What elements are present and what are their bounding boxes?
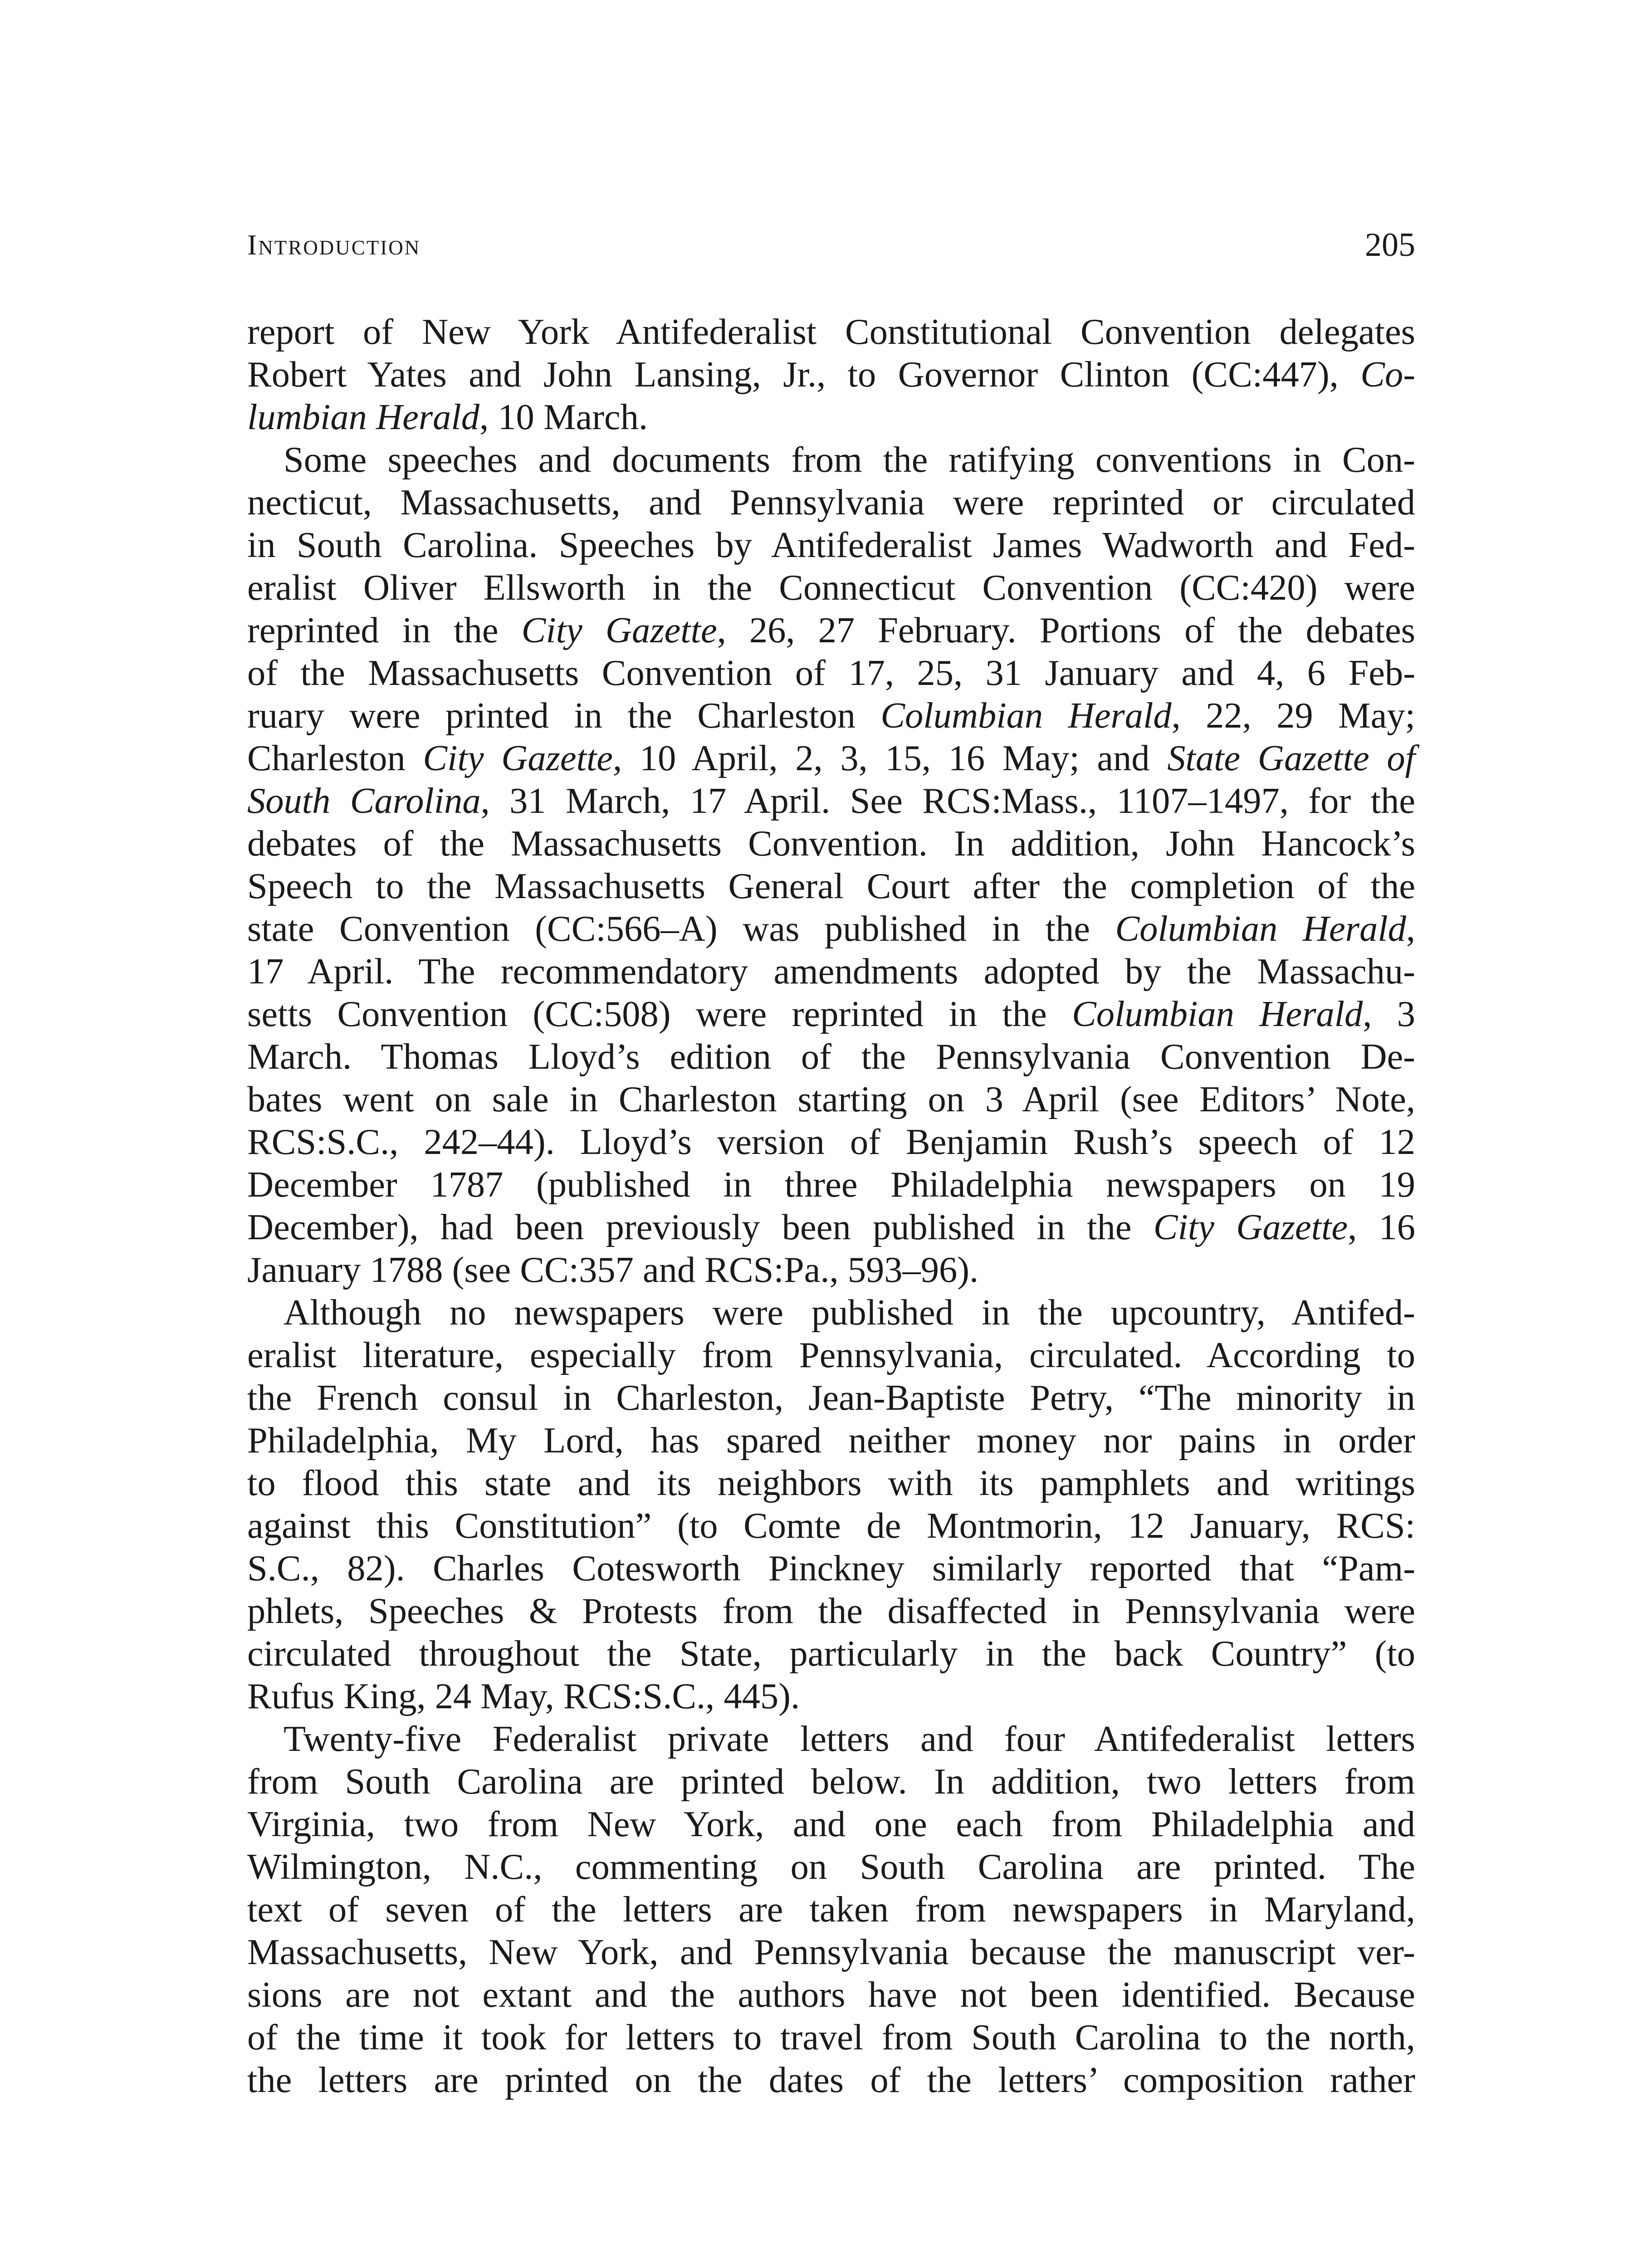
text-run: January 1788 (see CC:357 and RCS:Pa., 593–96). bbox=[247, 1250, 979, 1290]
text-run: in South Carolina. Speeches by Antifederalist James Wadworth and Fed- bbox=[247, 525, 1415, 565]
text-run: Charleston bbox=[247, 738, 423, 778]
text-line bbox=[247, 950, 1415, 993]
text-line bbox=[247, 1163, 1415, 1206]
text-run: debates of the Massachusetts Convention. In addition, John Hancock’s bbox=[247, 823, 1415, 864]
text-line bbox=[247, 737, 1415, 780]
text-line bbox=[247, 1036, 1415, 1078]
page-number: 205 bbox=[1365, 226, 1415, 264]
text-run: Wilmington, N.C., commenting on South Carolina are printed. The bbox=[247, 1847, 1415, 1887]
text-run: Philadelphia, My Lord, has spared neither money nor pains in order bbox=[247, 1420, 1415, 1461]
italic-text: Columbian Herald bbox=[1072, 994, 1363, 1034]
text-run: , 26, 27 February. Portions of the debates bbox=[717, 610, 1415, 650]
text-line bbox=[247, 694, 1415, 737]
paragraph bbox=[247, 1718, 1415, 2102]
text-line bbox=[247, 2059, 1415, 2102]
italic-text: South Carolina bbox=[247, 781, 481, 821]
text-run: eralist Oliver Ellsworth in the Connecticut Convention (CC:420) were bbox=[247, 567, 1415, 608]
text-line bbox=[247, 652, 1415, 694]
text-run: Virginia, two from New York, and one each from Philadelphia and bbox=[247, 1804, 1415, 1844]
text-line bbox=[247, 1377, 1415, 1419]
text-line bbox=[247, 439, 1415, 481]
text-run: the French consul in Charleston, Jean-Baptiste Petry, “The minority in bbox=[247, 1378, 1415, 1418]
paragraph bbox=[247, 439, 1415, 1291]
text-line bbox=[247, 1718, 1415, 1760]
text-line bbox=[247, 1633, 1415, 1675]
text-line bbox=[247, 1547, 1415, 1590]
text-line bbox=[247, 1249, 1415, 1291]
text-line bbox=[247, 1803, 1415, 1846]
text-line bbox=[247, 1675, 1415, 1718]
text-run: against this Constitution” (to Comte de Montmorin, 12 January, RCS: bbox=[247, 1505, 1415, 1546]
text-run: Speech to the Massachusetts General Court after the completion of the bbox=[247, 866, 1415, 906]
text-run: bates went on sale in Charleston starting on 3 April (see Editors’ Note, bbox=[247, 1079, 1415, 1119]
text-line bbox=[247, 2016, 1415, 2059]
text-run: necticut, Massachusetts, and Pennsylvania were reprinted or circulated bbox=[247, 482, 1415, 523]
text-line bbox=[247, 524, 1415, 567]
text-line bbox=[247, 1419, 1415, 1462]
text-line bbox=[247, 396, 1415, 439]
text-run: sions are not extant and the authors have not been identified. Because bbox=[247, 1975, 1415, 2015]
italic-text: State Gazette of bbox=[1167, 738, 1415, 778]
text-line bbox=[247, 481, 1415, 524]
italic-text: City Gazette bbox=[521, 610, 717, 650]
text-run: S.C., 82). Charles Cotesworth Pinckney similarly reported that “Pam- bbox=[247, 1548, 1415, 1589]
text-run: Some speeches and documents from the ratifying conventions in Con- bbox=[284, 440, 1415, 480]
text-line bbox=[247, 567, 1415, 609]
text-run: 17 April. The recommendatory amendments adopted by the Massachu- bbox=[247, 951, 1415, 992]
text-line bbox=[247, 822, 1415, 865]
text-run: of the time it took for letters to travel from South Carolina to the north, bbox=[247, 2017, 1415, 2058]
text-run: of the Massachusetts Convention of 17, 25, 31 January and 4, 6 Feb- bbox=[247, 653, 1415, 693]
text-run: RCS:S.C., 242–44). Lloyd’s version of Benjamin Rush’s speech of 12 bbox=[247, 1122, 1415, 1162]
text-line bbox=[247, 1931, 1415, 1974]
text-line bbox=[247, 1121, 1415, 1163]
text-run: March. Thomas Lloyd’s edition of the Pennsylvania Convention De- bbox=[247, 1036, 1415, 1077]
text-run: , 10 April, 2, 3, 15, 16 May; and bbox=[613, 738, 1168, 778]
text-line bbox=[247, 353, 1415, 396]
italic-text: lumbian Herald bbox=[247, 397, 480, 437]
text-run: Massachusetts, New York, and Pennsylvania because the manuscript ver- bbox=[247, 1932, 1415, 1972]
running-head bbox=[247, 222, 1415, 272]
italic-text: Co- bbox=[1360, 354, 1415, 395]
text-run: setts Convention (CC:508) were reprinted in the bbox=[247, 994, 1072, 1034]
text-run: text of seven of the letters are taken from newspapers in Maryland, bbox=[247, 1889, 1415, 1930]
text-line bbox=[247, 1888, 1415, 1931]
text-run: phlets, Speeches & Protests from the disaffected in Pennsylvania were bbox=[247, 1591, 1415, 1631]
running-title: Introduction bbox=[247, 229, 421, 261]
italic-text: Columbian Herald bbox=[1115, 909, 1406, 949]
text-run: Rufus King, 24 May, RCS:S.C., 445). bbox=[247, 1676, 800, 1716]
text-line bbox=[247, 1462, 1415, 1505]
text-line bbox=[247, 609, 1415, 652]
text-line bbox=[247, 1590, 1415, 1633]
text-line bbox=[247, 1291, 1415, 1334]
text-run: December 1787 (published in three Philadelphia newspapers on 19 bbox=[247, 1164, 1415, 1205]
text-run: Robert Yates and John Lansing, Jr., to Governor Clinton (CC:447), bbox=[247, 354, 1361, 395]
text-run: from South Carolina are printed below. In addition, two letters from bbox=[247, 1761, 1415, 1802]
text-line bbox=[247, 1846, 1415, 1888]
italic-text: City Gazette bbox=[423, 738, 613, 778]
text-run: , bbox=[1406, 909, 1415, 949]
text-line bbox=[247, 1206, 1415, 1249]
text-run: the letters are printed on the dates of the letters’ composition rather bbox=[247, 2060, 1415, 2100]
text-run: , 22, 29 May; bbox=[1171, 695, 1415, 736]
text-run: ruary were printed in the Charleston bbox=[247, 695, 881, 736]
text-line bbox=[247, 1334, 1415, 1377]
text-line bbox=[247, 1078, 1415, 1121]
italic-text: City Gazette bbox=[1153, 1207, 1348, 1247]
text-line bbox=[247, 865, 1415, 908]
text-run: eralist literature, especially from Pennsylvania, circulated. According to bbox=[247, 1335, 1415, 1375]
body-text bbox=[247, 311, 1415, 2102]
text-run: , 31 March, 17 April. See RCS:Mass., 1107–1497, for the bbox=[480, 781, 1415, 821]
text-run: state Convention (CC:566–A) was published in the bbox=[247, 909, 1115, 949]
text-line bbox=[247, 993, 1415, 1036]
italic-text: Columbian Herald bbox=[880, 695, 1172, 736]
text-run: Twenty-five Federalist private letters and four Antifederalist letters bbox=[284, 1719, 1415, 1759]
text-line bbox=[247, 908, 1415, 950]
text-run: to flood this state and its neighbors with its pamphlets and writings bbox=[247, 1463, 1415, 1503]
paragraph bbox=[247, 1291, 1415, 1718]
text-run: , 3 bbox=[1363, 994, 1415, 1034]
text-run: , 10 March. bbox=[479, 397, 648, 437]
paragraph bbox=[247, 311, 1415, 439]
text-run: circulated throughout the State, particularly in the back Country” (to bbox=[247, 1633, 1415, 1674]
text-line bbox=[247, 311, 1415, 353]
text-run: , 16 bbox=[1348, 1207, 1415, 1247]
text-run: reprinted in the bbox=[247, 610, 522, 650]
text-run: December), had been previously been published in the bbox=[247, 1207, 1154, 1247]
text-line bbox=[247, 1974, 1415, 2016]
text-run: report of New York Antifederalist Constitutional Convention delegates bbox=[247, 312, 1415, 352]
text-line bbox=[247, 780, 1415, 822]
text-line bbox=[247, 1760, 1415, 1803]
text-run: Although no newspapers were published in the upcountry, Antifed- bbox=[284, 1292, 1415, 1333]
text-line bbox=[247, 1505, 1415, 1547]
